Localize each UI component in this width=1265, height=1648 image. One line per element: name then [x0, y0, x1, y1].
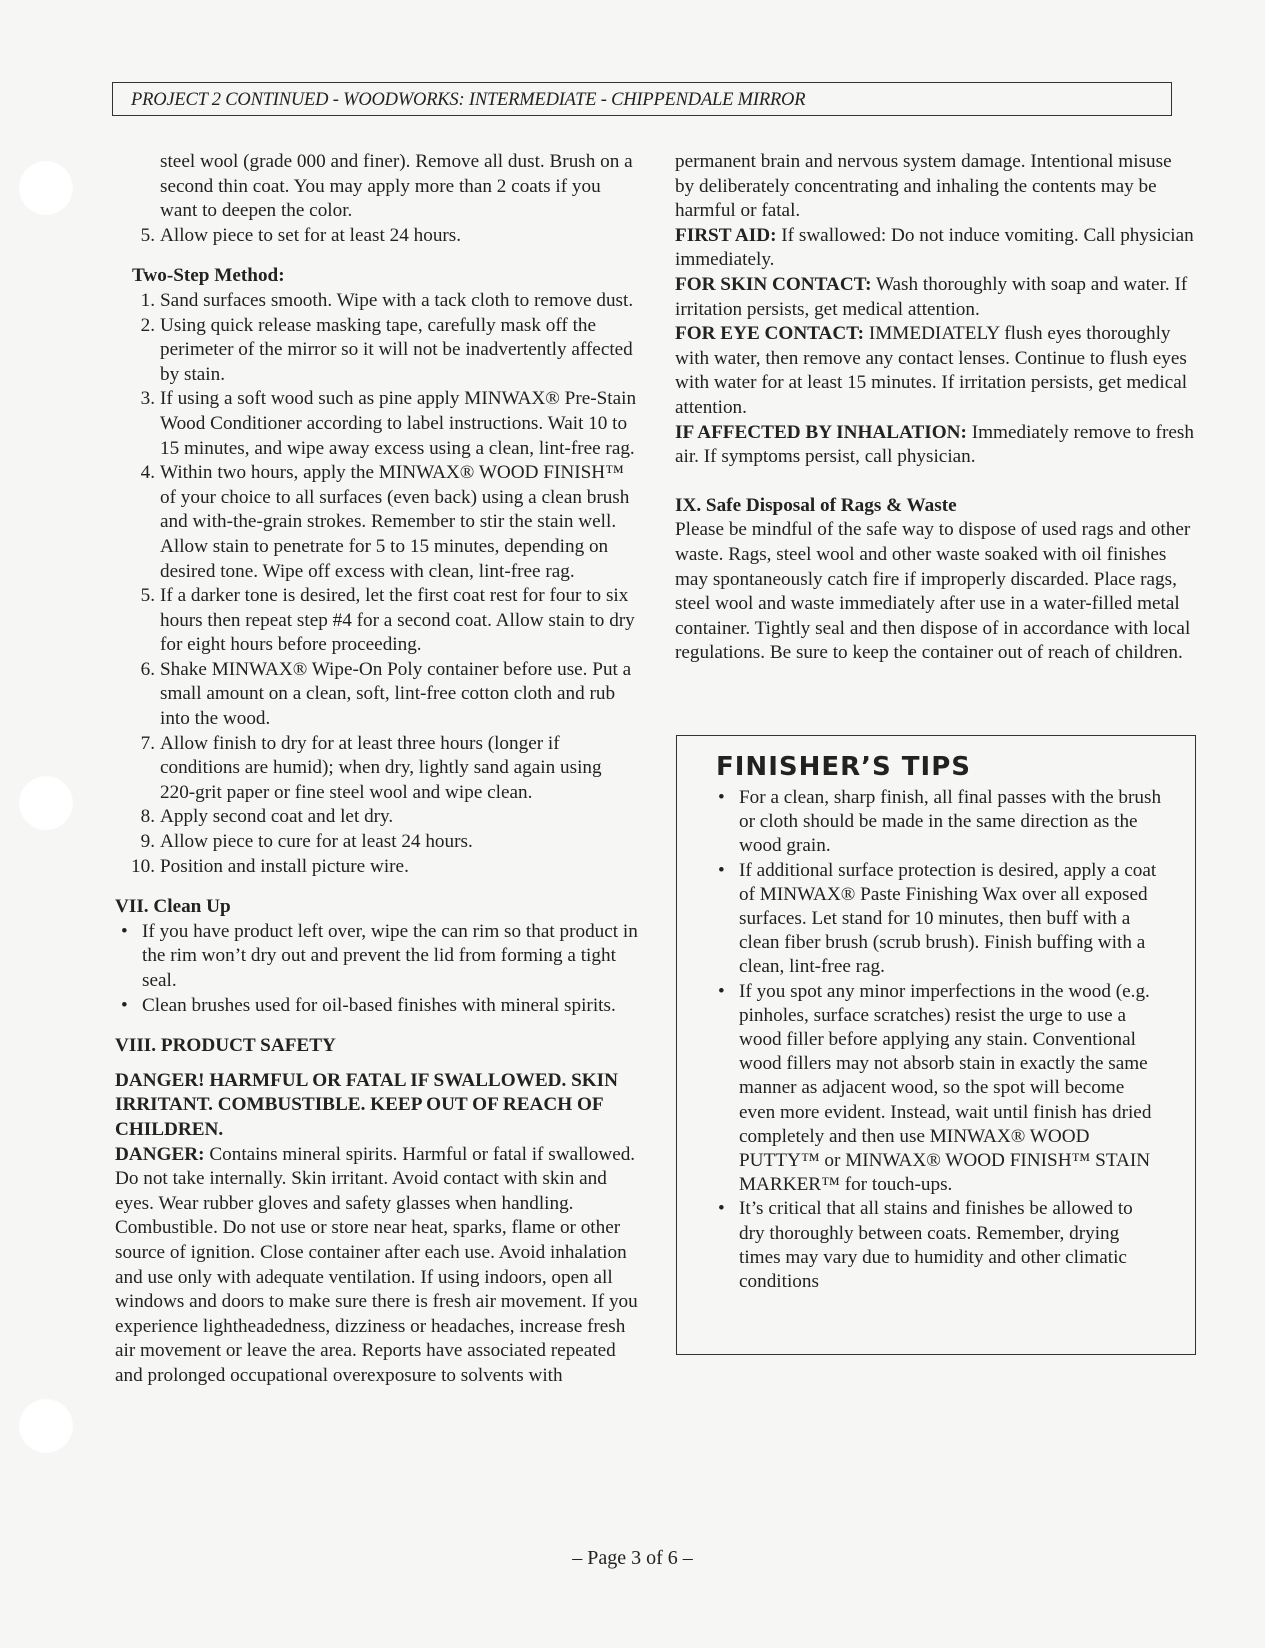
eye-contact-label: FOR EYE CONTACT:	[675, 323, 865, 345]
step-number: 5.	[140, 585, 155, 607]
list-item	[115, 855, 640, 880]
step-number: 7.	[140, 732, 155, 754]
step-number: 8.	[140, 806, 155, 828]
disposal-heading: IX. Safe Disposal of Rags & Waste	[675, 494, 957, 516]
intro-continued: steel wool (grade 000 and finer). Remove all dust. Brush on a second thin coat. You may apply more than 2 coats if you want to deepen the color.	[160, 151, 633, 222]
step-text: Sand surfaces smooth. Wipe with a tack cloth to remove dust.	[160, 289, 634, 311]
first-aid-paragraph	[675, 224, 1195, 273]
one-step-list	[115, 224, 640, 249]
list-item: • Clean brushes used for oil-based finishes with mineral spirits.	[115, 994, 640, 1019]
list-item	[115, 830, 640, 855]
list-item	[115, 461, 640, 584]
skin-contact-label: FOR SKIN CONTACT:	[675, 273, 872, 295]
step-number: 5.	[140, 224, 155, 246]
list-item	[115, 314, 640, 388]
list-item	[115, 387, 640, 461]
inhalation-label: IF AFFECTED BY INHALATION:	[675, 421, 967, 443]
list-item: • If you spot any minor imperfections in the wood (e.g. pinholes, surface scratches) resist the urge to use a wood filler before applying any stain. Conventional wood fillers may not absorb stain in exactly the same manner as adjacent wood, so the spot will become even more evident. Instead, wait until finish has dried completely and then use MINWAX® WOOD PUTTY™ or MINWAX® WOOD FINISH™ STAIN MARKER™ for touch-ups.	[712, 980, 1162, 1198]
step-text: If using a soft wood such as pine apply MINWAX® Pre-Stain Wood Conditioner according to label instructions. Wait 10 to 15 minutes, and wipe away excess using a clean, lint-free rag.	[160, 388, 637, 459]
inhalation-paragraph	[675, 421, 1195, 470]
step-number: 9.	[140, 831, 155, 853]
list-item	[115, 805, 640, 830]
tips-title: FINISHER’S TIPS	[716, 752, 971, 782]
step-text: Using quick release masking tape, carefully mask off the perimeter of the mirror so it will not be inadvertently affected by stain.	[160, 314, 633, 385]
list-item	[115, 289, 640, 314]
disposal-text: Please be mindful of the safe way to dispose of used rags and other waste. Rags, steel wool and other waste soaked with oil finishes may spontaneously catch fire if improperly discarded. Place rags, steel wool and waste immediately after use in a water-filled metal container. Tightly seal and then dispose of in accordance with local regulations. Be sure to keep the container out of reach of children.	[675, 519, 1191, 664]
danger-continued: permanent brain and nervous system damage. Intentional misuse by deliberately concentrating and inhaling the contents may be harmful or fatal.	[675, 151, 1172, 222]
step-number: 3.	[140, 388, 155, 410]
list-item: • For a clean, sharp finish, all final passes with the brush or cloth should be made in the same direction as the wood grain.	[712, 786, 1162, 859]
cleanup-list	[115, 920, 640, 1018]
page-header	[112, 82, 1172, 116]
page-number: – Page 3 of 6 –	[572, 1547, 693, 1569]
tips-list	[712, 786, 1162, 1294]
danger-paragraph	[115, 1143, 640, 1389]
step-text: Within two hours, apply the MINWAX® WOOD FINISH™ of your choice to all surfaces (even back) using a clean brush and with-the-grain strokes. Remember to stir the stain well. Allow stain to penetrate for 5 to 15 minutes, depending on desired tone. Wipe off excess with clean, lint-free rag.	[160, 462, 630, 582]
header-title: PROJECT 2 CONTINUED - WOODWORKS: INTERMEDIATE - CHIPPENDALE MIRROR	[131, 90, 806, 110]
binder-hole	[18, 1398, 74, 1454]
step-text: Allow piece to set for at least 24 hours.	[160, 224, 462, 246]
eye-contact-text: IMMEDIATELY flush eyes thoroughly with water, then remove any contact lenses. Continue to flush eyes with water for at least 15 minutes. If irritation persists, get medical attention.	[675, 323, 1188, 418]
danger-warning: DANGER! HARMFUL OR FATAL IF SWALLOWED. SKIN IRRITANT. COMBUSTIBLE. KEEP OUT OF REACH OF CHILDREN.	[115, 1069, 619, 1140]
list-item	[115, 584, 640, 658]
step-text: Apply second coat and let dry.	[160, 806, 394, 828]
step-number: 1.	[140, 289, 155, 311]
step-number: 6.	[140, 658, 155, 680]
cleanup-heading: VII. Clean Up	[115, 896, 231, 918]
skin-contact-text: Wash thoroughly with soap and water. If irritation persists, get medical attention.	[675, 273, 1188, 320]
list-item	[115, 732, 640, 806]
step-number: 10.	[131, 855, 155, 877]
step-text: If a darker tone is desired, let the first coat rest for four to six hours then repeat step #4 for a second coat. Allow stain to dry for eight hours before proceeding.	[160, 585, 635, 656]
danger-label: DANGER:	[115, 1143, 205, 1165]
step-text: Allow piece to cure for at least 24 hours.	[160, 831, 473, 853]
list-item: • If you have product left over, wipe the can rim so that product in the rim won’t dry out and prevent the lid from forming a tight seal.	[115, 920, 640, 994]
binder-hole	[18, 160, 74, 216]
step-number: 4.	[140, 462, 155, 484]
list-item: • It’s critical that all stains and finishes be allowed to dry thoroughly between coats. Remember, drying times may vary due to humidity and other climatic conditions	[712, 1197, 1162, 1294]
list-item: • If additional surface protection is desired, apply a coat of MINWAX® Paste Finishing Wax over all exposed surfaces. Let stand for 10 minutes, then buff with a clean fiber brush (scrub brush). Finish buffing with a clean, lint-free rag.	[712, 859, 1162, 980]
step-text: Allow finish to dry for at least three hours (longer if conditions are humid); when dry, lightly sand again using 220-grit paper or fine steel wool and wipe clean.	[160, 732, 602, 803]
binder-hole	[18, 775, 74, 831]
step-number: 2.	[140, 314, 155, 336]
danger-text: Contains mineral spirits. Harmful or fatal if swallowed. Do not take internally. Skin irritant. Avoid contact with skin and eyes. Wear rubber gloves and safety glasses when handling. Combustible. Do not use or store near heat, sparks, flame or other source of ignition. Close container after each use. Avoid inhalation and use only with adequate ventilation. If using indoors, open all windows and doors to make sure there is fresh air movement. If you experience lightheadedness, dizziness or headaches, increase fresh air movement or leave the area. Reports have associated repeated and prolonged occupational overexposure to solvents with	[115, 1143, 638, 1386]
safety-heading: VIII. PRODUCT SAFETY	[115, 1035, 336, 1057]
eye-contact-paragraph	[675, 322, 1195, 420]
two-step-heading: Two-Step Method:	[132, 265, 285, 287]
skin-contact-paragraph	[675, 273, 1195, 322]
two-step-list	[115, 289, 640, 879]
list-item	[115, 224, 640, 249]
step-text: Shake MINWAX® Wipe-On Poly container before use. Put a small amount on a clean, soft, lint-free cotton cloth and rub into the wood.	[160, 658, 632, 730]
inhalation-text: Immediately remove to fresh air. If symptoms persist, call physician.	[675, 421, 1194, 468]
step-text: Position and install picture wire.	[160, 855, 409, 877]
first-aid-text: If swallowed: Do not induce vomiting. Call physician immediately.	[675, 224, 1194, 271]
left-column	[115, 150, 640, 1389]
right-column	[675, 150, 1195, 666]
first-aid-label: FIRST AID:	[675, 224, 777, 246]
list-item	[115, 658, 640, 732]
